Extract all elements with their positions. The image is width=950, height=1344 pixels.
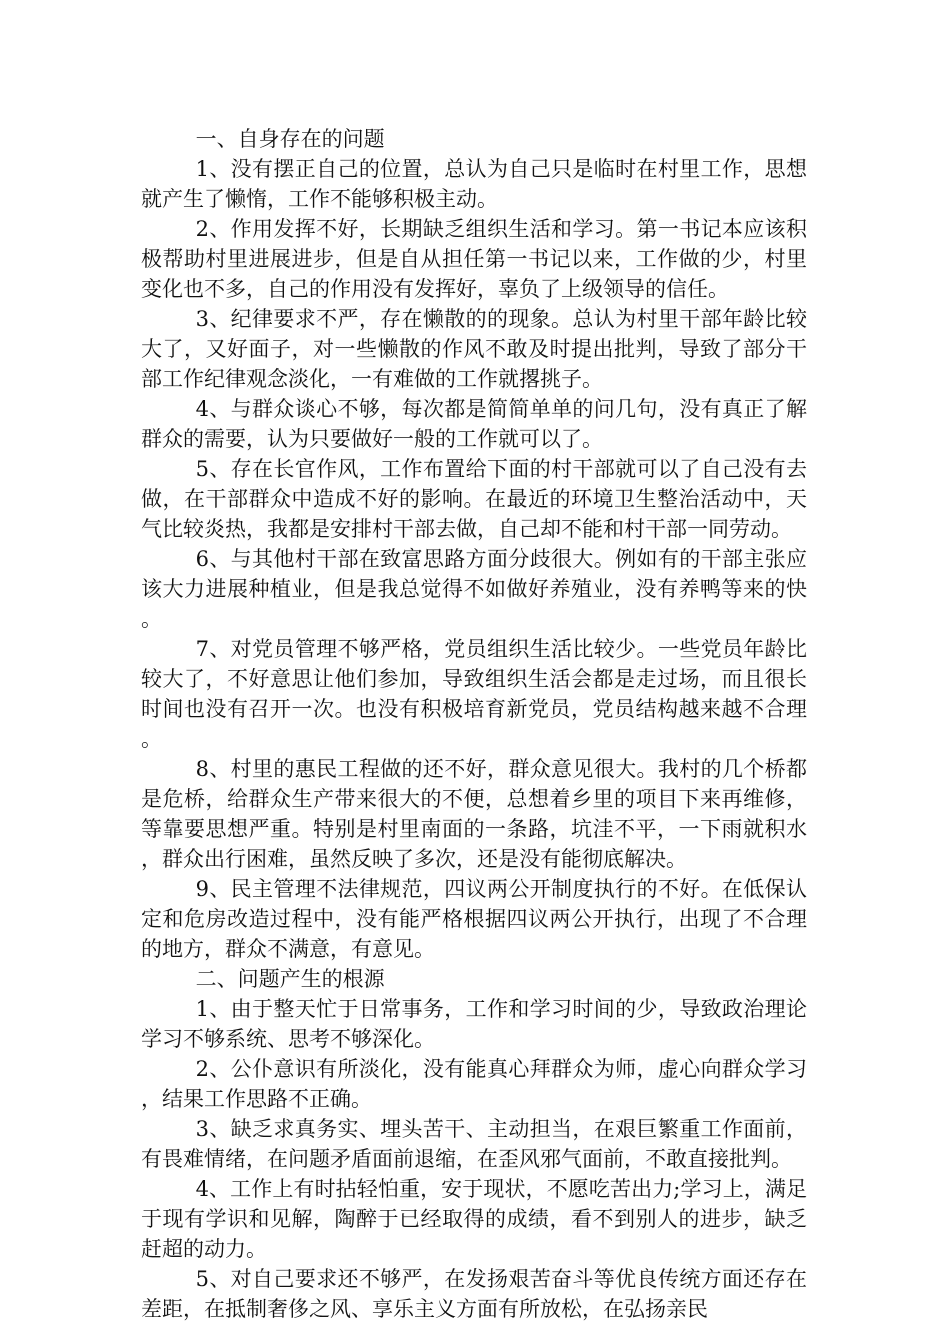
paragraph: 2、公仆意识有所淡化，没有能真心拜群众为师，虚心向群众学习，结果工作思路不正确。 <box>141 1057 807 1111</box>
paragraph: 4、与群众谈心不够，每次都是简简单单的问几句，没有真正了解群众的需要，认为只要做好一般的工作就可以了。 <box>141 397 807 451</box>
paragraph: 6、与其他村干部在致富思路方面分歧很大。例如有的干部主张应该大力进展种植业，但是我总觉得不如做好养殖业，没有养鸭等来的快。 <box>141 547 807 631</box>
paragraph: 2、作用发挥不好，长期缺乏组织生活和学习。第一书记本应该积极帮助村里进展进步，但是自从担任第一书记以来，工作做的少，村里变化也不多，自己的作用没有发挥好，辜负了上级领导的信任。 <box>141 217 807 301</box>
section-heading-root-causes: 二、问题产生的根源 <box>195 967 385 991</box>
paragraph: 9、民主管理不法律规范，四议两公开制度执行的不好。在低保认定和危房改造过程中，没有能严格根据四议两公开执行，出现了不合理的地方，群众不满意，有意见。 <box>141 877 807 961</box>
paragraph: 3、纪律要求不严，存在懒散的的现象。总认为村里干部年龄比较大了，又好面子，对一些懒散的作风不敢及时提出批判，导致了部分干部工作纪律观念淡化，一有难做的工作就撂挑子。 <box>141 307 807 391</box>
paragraph: 3、缺乏求真务实、埋头苦干、主动担当，在艰巨繁重工作面前，有畏难情绪，在问题矛盾面前退缩，在歪风邪气面前，不敢直接批判。 <box>141 1117 807 1171</box>
section-heading-problems: 一、自身存在的问题 <box>195 127 385 151</box>
paragraph: 5、存在长官作风，工作布置给下面的村干部就可以了自己没有去做，在干部群众中造成不好的影响。在最近的环境卫生整治活动中，天气比较炎热，我都是安排村干部去做，自己却不能和村干部一同劳动。 <box>141 457 807 541</box>
document-body <box>141 124 807 1324</box>
paragraph: 7、对党员管理不够严格，党员组织生活比较少。一些党员年龄比较大了，不好意思让他们参加，导致组织生活会都是走过场，而且很长时间也没有召开一次。也没有积极培育新党员，党员结构越来越不合理。 <box>141 637 807 751</box>
paragraph: 5、对自己要求还不够严，在发扬艰苦奋斗等优良传统方面还存在差距，在抵制奢侈之风、享乐主义方面有所放松，在弘扬亲民 <box>141 1267 807 1321</box>
paragraph: 1、没有摆正自己的位置，总认为自己只是临时在村里工作，思想就产生了懒惰，工作不能够积极主动。 <box>141 157 807 211</box>
paragraph: 4、工作上有时拈轻怕重，安于现状，不愿吃苦出力;学习上，满足于现有学识和见解，陶醉于已经取得的成绩，看不到别人的进步，缺乏赶超的动力。 <box>141 1177 807 1261</box>
paragraph: 1、由于整天忙于日常事务，工作和学习时间的少，导致政治理论学习不够系统、思考不够深化。 <box>141 997 807 1051</box>
paragraph: 8、村里的惠民工程做的还不好，群众意见很大。我村的几个桥都是危桥，给群众生产带来很大的不便，总想着乡里的项目下来再维修，等靠要思想严重。特别是村里南面的一条路，坑洼不平，一下雨就积水，群众出行困难，虽然反映了多次，还是没有能彻底解决。 <box>141 757 807 871</box>
